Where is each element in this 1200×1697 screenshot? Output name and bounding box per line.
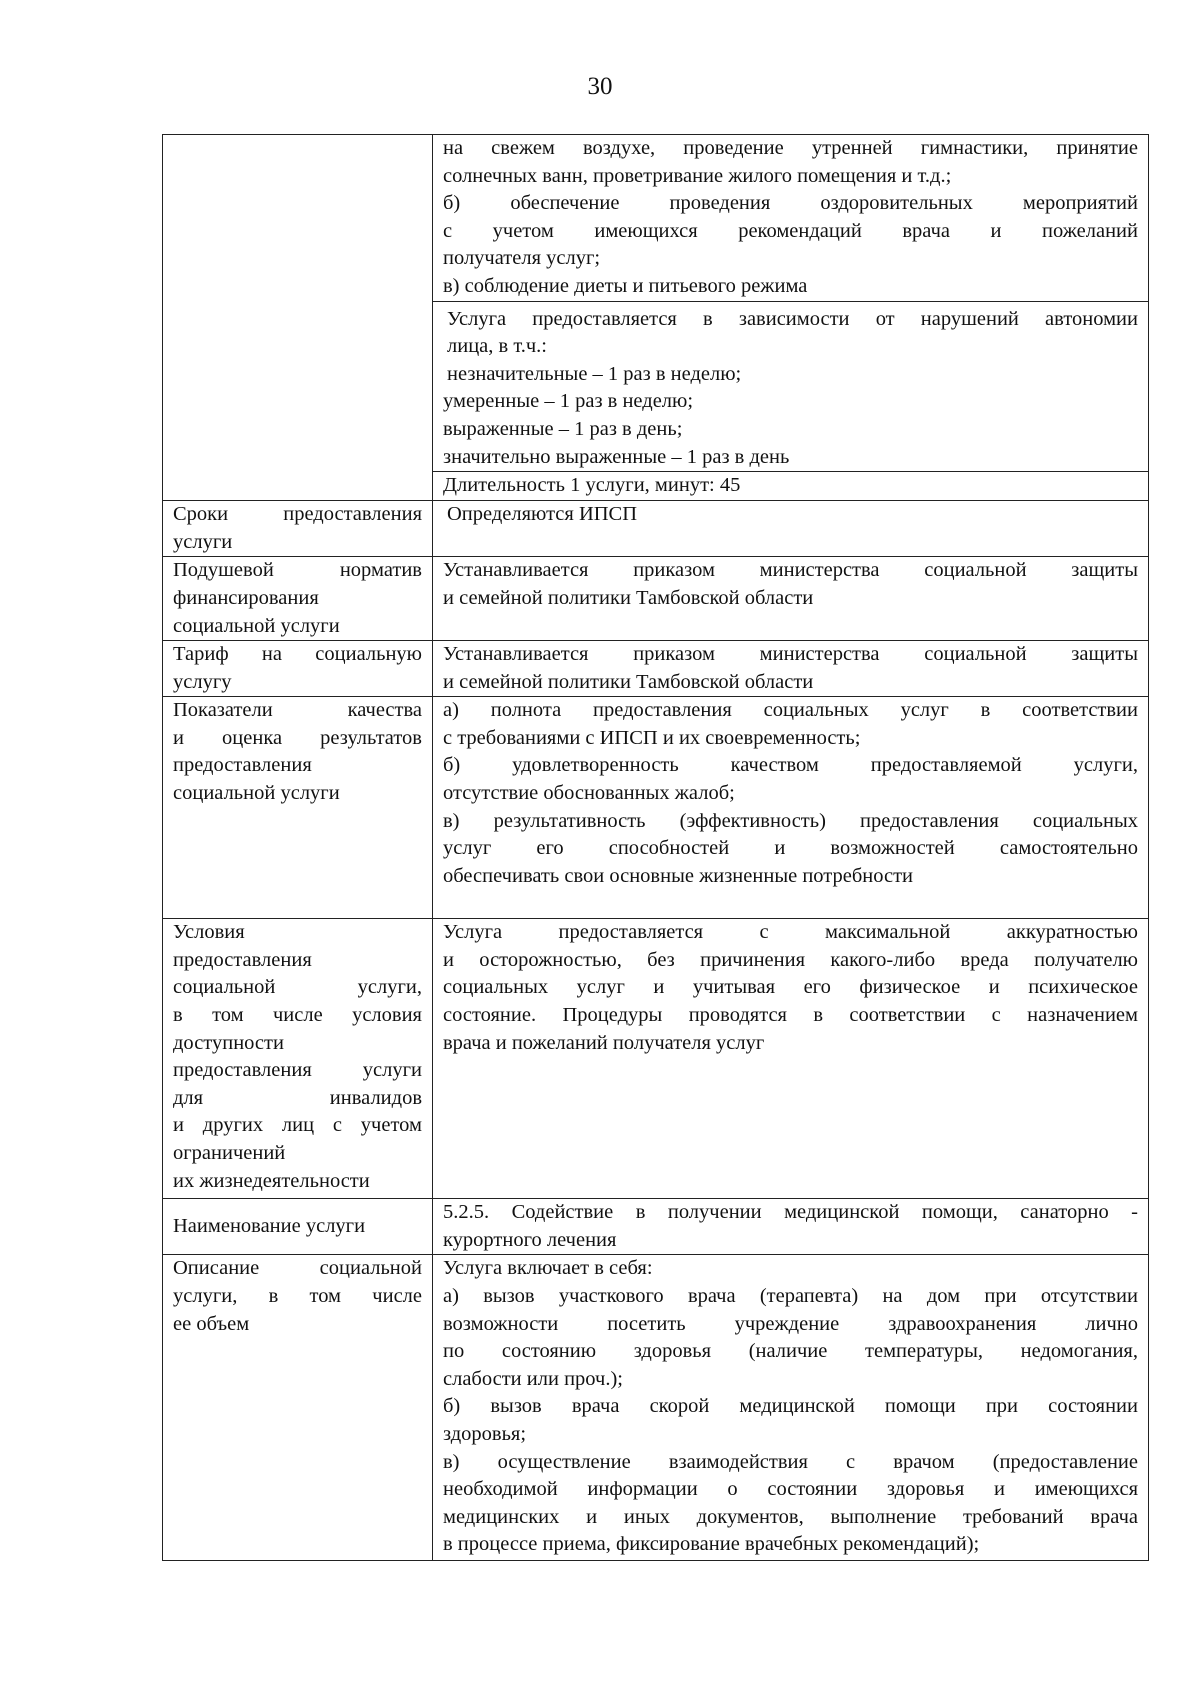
cell-line: отсутствие обоснованных жалоб;: [443, 782, 735, 805]
cell-line: значительно выраженные – 1 раз в день: [443, 445, 790, 468]
cell-line: предоставления: [173, 948, 312, 971]
cell-line: возможности посетить учреждение здравоохранения лично: [443, 1312, 1138, 1335]
table-cell: [433, 1255, 1149, 1561]
cell-line: с требованиями с ИПСП и их своевременность;: [443, 726, 861, 749]
cell-line: незначительные – 1 раз в неделю;: [447, 362, 742, 385]
cell-line: лица, в т.ч.:: [447, 335, 547, 358]
cell-line: и оценка результатов: [173, 726, 422, 749]
cell-line: предоставления услуги: [173, 1059, 422, 1082]
cell-line: в) результативность (эффективность) предоставления социальных: [443, 809, 1138, 832]
cell-line: и осторожностью, без причинения какого-либо вреда получателю: [443, 948, 1138, 971]
table-cell-label: [163, 1199, 433, 1255]
table-row: [163, 641, 1149, 697]
table-cell-label: [163, 697, 433, 919]
cell-line: ограничений: [173, 1142, 286, 1165]
cell-line: Длительность 1 услуги, минут: 45: [443, 474, 741, 497]
cell-line: Услуга предоставляется в зависимости от нарушений автономии: [447, 307, 1138, 330]
service-table: [162, 134, 1149, 1561]
cell-line: социальных услуг и учитывая его физическое и психическое: [443, 976, 1138, 999]
cell-line: здоровья;: [443, 1423, 527, 1446]
cell-line: выраженные – 1 раз в день;: [443, 417, 683, 440]
cell-line: умеренные – 1 раз в неделю;: [443, 390, 694, 413]
cell-line: доступности: [173, 1031, 284, 1054]
cell-line: с учетом имеющихся рекомендаций врача и пожеланий: [443, 219, 1138, 242]
table-row: [163, 697, 1149, 919]
cell-line: Подушевой норматив: [173, 559, 422, 582]
table-cell-label: [163, 919, 433, 1199]
cell-line: Описание социальной: [173, 1257, 422, 1280]
cell-line: медицинских и иных документов, выполнение требований врача: [443, 1505, 1138, 1528]
cell-line: получателя услуг;: [443, 247, 601, 270]
cell-line: социальной услуги,: [173, 976, 422, 999]
cell-line: социальной услуги: [173, 782, 340, 805]
cell-line: Услуга включает в себя:: [443, 1257, 653, 1280]
cell-line: Показатели качества: [173, 699, 422, 722]
table-cell-empty: [163, 135, 433, 501]
page-number: 30: [587, 73, 613, 100]
cell-line: Определяются ИПСП: [447, 503, 638, 526]
cell-line: по состоянию здоровья (наличие температуры, недомогания,: [443, 1340, 1138, 1363]
cell-line: услуги: [173, 530, 233, 553]
cell-line: Услуга предоставляется с максимальной аккуратностью: [443, 921, 1138, 944]
cell-line: их жизнедеятельности: [173, 1169, 370, 1192]
cell-line: Наименование услуги: [173, 1215, 366, 1238]
table-row: [163, 135, 1149, 302]
table-cell-label: [163, 641, 433, 697]
cell-line: врача и пожеланий получателя услуг: [443, 1031, 765, 1054]
cell-line: а) вызов участкового врача (терапевта) на дом при отсутствии: [443, 1285, 1138, 1308]
cell-line: б) удовлетворенность качеством предоставляемой услуги,: [443, 754, 1138, 777]
table-row: [163, 919, 1149, 1199]
cell-line: в) соблюдение диеты и питьевого режима: [443, 274, 808, 297]
table-cell: [433, 557, 1149, 641]
cell-line: для инвалидов: [173, 1086, 422, 1109]
cell-line: а) полнота предоставления социальных услуг в соответствии: [443, 699, 1138, 722]
cell-line: Устанавливается приказом министерства социальной защиты: [443, 643, 1138, 666]
cell-line: в процессе приема, фиксирование врачебных рекомендаций);: [443, 1533, 980, 1556]
cell-line: услугу: [173, 670, 232, 693]
cell-line: предоставления: [173, 754, 312, 777]
table-cell-label: [163, 557, 433, 641]
cell-line: Сроки предоставления: [173, 503, 422, 526]
cell-line: в том числе условия: [173, 1004, 422, 1027]
cell-line: в) осуществление взаимодействия с врачом (предоставление: [443, 1450, 1138, 1473]
table-cell: [433, 135, 1149, 302]
cell-line: финансирования: [173, 586, 319, 609]
cell-line: Устанавливается приказом министерства социальной защиты: [443, 559, 1138, 582]
cell-line: слабости или проч.);: [443, 1367, 623, 1390]
cell-line: необходимой информации о состоянии здоровья и имеющихся: [443, 1478, 1138, 1501]
table-row: [163, 557, 1149, 641]
cell-line: услуги, в том числе: [173, 1285, 422, 1308]
cell-line: солнечных ванн, проветривание жилого помещения и т.д.;: [443, 164, 952, 187]
table-row: [163, 1199, 1149, 1255]
cell-line: на свежем воздухе, проведение утренней гимнастики, принятие: [443, 137, 1138, 159]
table-row: [163, 501, 1149, 557]
cell-line: и других лиц с учетом: [173, 1114, 422, 1137]
table-cell: [433, 501, 1149, 557]
table-cell-label: [163, 501, 433, 557]
cell-line: обеспечивать свои основные жизненные потребности: [443, 864, 914, 887]
cell-line: б) вызов врача скорой медицинской помощи при состоянии: [443, 1395, 1138, 1418]
cell-line: Условия: [173, 921, 245, 944]
table-cell: [433, 697, 1149, 919]
table-cell: [433, 301, 1149, 472]
cell-line: ее объем: [173, 1312, 250, 1335]
table-cell: [433, 1199, 1149, 1255]
cell-line: состояние. Процедуры проводятся в соответствии с назначением: [443, 1004, 1138, 1027]
table-cell: [433, 472, 1149, 501]
table-cell: [433, 919, 1149, 1199]
cell-line: курортного лечения: [443, 1228, 617, 1251]
cell-line: услуг его способностей и возможностей самостоятельно: [443, 837, 1138, 860]
cell-line: 5.2.5. Содействие в получении медицинской помощи, санаторно -: [443, 1201, 1138, 1224]
cell-line: и семейной политики Тамбовской области: [443, 670, 814, 693]
cell-line: б) обеспечение проведения оздоровительных мероприятий: [443, 192, 1138, 215]
cell-line: Тариф на социальную: [173, 643, 422, 666]
table-cell: [433, 641, 1149, 697]
table-cell-label: [163, 1255, 433, 1561]
cell-line: и семейной политики Тамбовской области: [443, 586, 814, 609]
cell-line: социальной услуги: [173, 614, 340, 637]
table-row: [163, 1255, 1149, 1561]
